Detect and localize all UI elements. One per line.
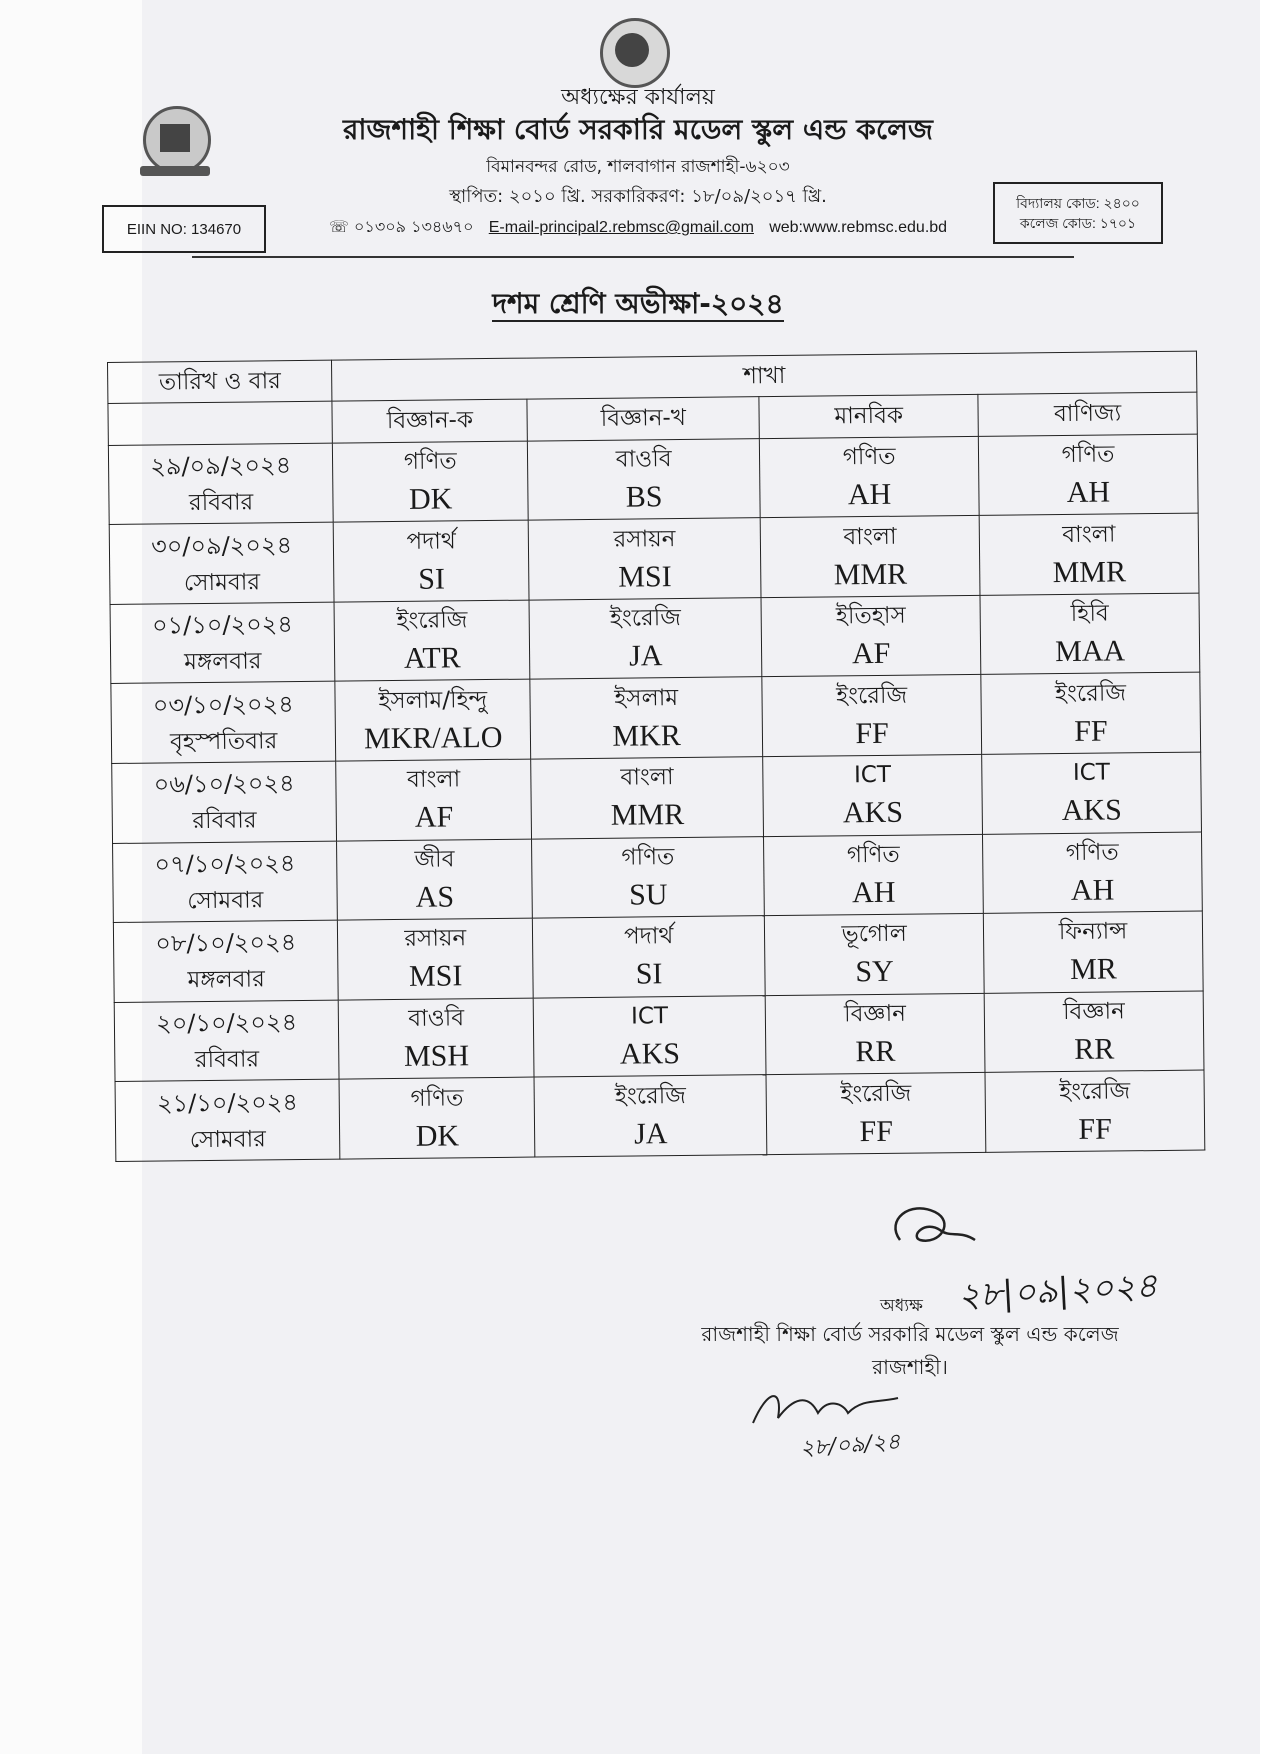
subject-cell [528,438,761,520]
teacher-code: BS [625,480,663,514]
subject-cell [985,1070,1205,1152]
subject-cell [339,1077,535,1159]
teacher-code: MSI [408,959,463,994]
date-cell [113,841,338,923]
exam-date: ০১/১০/২০২৪ [151,610,294,640]
teacher-code: AH [1070,873,1115,907]
subject-name: রসায়ন [613,525,676,553]
teacher-code: SI [635,957,663,991]
exam-day: রবিবার [188,489,254,517]
branch-science-b: বিজ্ঞান-খ [527,397,759,441]
subject-cell [529,598,762,680]
subject-name: ইংরেজি [836,682,908,710]
subject-cell [336,759,532,841]
date-cell [109,522,334,604]
subject-cell [533,916,766,998]
exam-day: সোমবার [187,887,264,915]
exam-day: বৃহস্পতিবার [169,727,278,756]
teacher-code: MAA [1054,634,1126,669]
subject-name: ICT [853,762,892,789]
subject-name: রসায়ন [404,925,467,953]
subject-name: ইতিহাস [835,602,906,630]
subject-cell [337,839,533,921]
teacher-code: MMR [610,798,685,833]
date-cell [115,1079,340,1161]
date-cell [108,443,333,525]
date-cell [112,761,337,843]
subject-name: ইংরেজি [1054,680,1127,707]
exam-day: সোমবার [189,1126,267,1153]
subject-name: গণিত [403,448,457,475]
teacher-code: FF [1074,714,1108,748]
teacher-code: DK [408,482,453,516]
subject-cell [763,754,983,836]
college-code: কলেজ কোড: ১৭০১ [1019,215,1137,231]
teacher-code: MMR [1052,554,1127,589]
teacher-code: SY [855,955,894,989]
exam-date: ২০/১০/২০২৪ [155,1008,298,1038]
subject-name: গণিত [846,841,900,869]
subject-name: গণিত [842,443,896,471]
teacher-code: FF [859,1114,894,1148]
establishment-info: স্থাপিত: ২০১০ খ্রি. সরকারিকরণ: ১৮/০৯/২০১৭ খ্রি. [449,186,827,207]
eiin-box: EIIN NO: 134670 [102,205,266,253]
subject-name: বিজ্ঞান [843,1000,907,1028]
table-row [109,513,1199,604]
subject-cell [334,520,530,602]
principal-signature [880,1200,990,1270]
teacher-code: AH [851,875,896,910]
subject-cell [533,995,766,1077]
subject-name: ইংরেজি [396,607,468,635]
subject-cell [534,1075,767,1157]
subject-cell [338,918,534,1000]
subject-name: পদার্থ [623,923,674,951]
exam-day: রবিবার [192,807,257,835]
subject-cell [760,516,980,598]
teacher-code: AKS [1061,793,1122,828]
subject-name: বাংলা [620,764,674,791]
office-label: অধ্যক্ষের কার্যালয় [561,85,715,110]
signature-date: ২৮|০৯|২০২৪ [956,1265,1159,1317]
subject-name: জীব [414,846,455,873]
exam-date: ০৭/১০/২০২৪ [154,848,296,879]
page-title: দশম শ্রেণি অভীক্ষা-২০২৪ [492,287,784,320]
date-day-header: তারিখ ও বার [108,360,333,404]
table-row [112,752,1202,843]
exam-day: মঙ্গলবার [187,966,265,994]
subject-name: গণিত [1065,839,1119,866]
subject-cell [531,757,764,839]
institution-codes-box [993,182,1163,244]
table-row [115,1070,1205,1161]
email-address: E-mail-principal2.rebmsc@gmail.com [488,219,754,236]
subject-name: ইংরেজি [609,605,681,632]
principal-institution: রাজশাহী শিক্ষা বোর্ড সরকারি মডেল স্কুল এন্ড কলেজ [701,1322,1119,1346]
subject-name: বাওবি [408,1005,465,1032]
subject-cell [530,677,763,759]
exam-day: সোমবার [183,568,261,596]
subject-cell [983,911,1203,993]
teacher-code: SU [628,878,668,912]
exam-date: ০৩/১০/২০২৪ [152,689,294,720]
teacher-code: RR [1074,1032,1115,1066]
date-cell [110,602,335,684]
subject-name: ICT [1072,759,1110,787]
principal-city: রাজশাহী। [872,1355,948,1379]
subject-cell [762,675,982,757]
branch-header: শাখা [332,351,1197,401]
date-cell [113,920,338,1002]
school-name: রাজশাহী শিক্ষা বোর্ড সরকারি মডেল স্কুল এন্ড কলেজ [342,113,933,146]
teacher-code: MKR/ALO [363,720,503,756]
teacher-code: AH [847,477,892,512]
subject-cell [984,991,1204,1073]
table-row [114,991,1204,1082]
subject-cell [761,595,981,677]
website: web:www.rebmsc.edu.bd [769,219,948,236]
subject-cell [766,1073,986,1155]
subject-cell [983,832,1203,914]
branch-commerce: বাণিজ্য [978,392,1197,436]
subject-name: ভূগোল [841,921,907,948]
subject-cell [334,600,530,682]
teacher-code: FF [855,716,889,750]
subject-cell [339,998,535,1080]
exam-date: ২৯/০৯/২০২৪ [150,451,292,481]
principal-designation: অধ্যক্ষ [880,1296,923,1316]
subject-name: ইসলাম [614,684,679,712]
table-row [108,434,1198,525]
subject-name: বাংলা [1062,520,1116,548]
subject-cell [333,441,529,523]
subject-name: ইংরেজি [840,1080,912,1108]
subject-cell [760,436,980,518]
school-code: বিদ্যালয় কোড: ২৪০০ [1016,195,1140,211]
phone-number: ☏ ০১৩০৯ ১৩৪৬৭০ [328,217,474,236]
branch-science-a: বিজ্ঞান-ক [332,399,527,442]
teacher-code: AF [414,800,454,835]
subject-name: বাংলা [843,523,897,550]
subject-cell [765,914,985,996]
subject-name: বাংলা [406,766,461,794]
teacher-code: AH [1066,475,1111,509]
subject-name: গণিত [410,1084,464,1112]
subject-cell [982,752,1202,834]
teacher-code: FF [1078,1112,1112,1146]
date-cell [111,682,336,764]
teacher-code: AS [415,880,455,914]
teacher-code: MR [1069,952,1117,987]
table-row [113,832,1203,923]
empty-header-cell [108,401,333,445]
subject-cell [532,836,765,918]
subject-cell [528,518,761,600]
exam-date: ০৬/১০/২০২৪ [153,769,295,799]
teacher-code: MMR [833,557,908,591]
date-cell [114,1000,339,1082]
subject-cell [764,834,984,916]
teacher-code: AKS [619,1037,681,1071]
teacher-code: JA [633,1116,668,1151]
subject-cell [765,993,985,1075]
subject-name: ইংরেজি [1059,1077,1131,1105]
school-address: বিমানবন্দর রোড, শালবাগান রাজশাহী-৬২০৩ [486,157,790,177]
subject-cell [980,593,1200,675]
teacher-code: AKS [842,795,904,830]
subject-name: বাওবি [615,446,672,473]
header-divider [192,256,1074,258]
scan-right-margin [1260,0,1276,1754]
subject-name: গণিত [1061,441,1115,468]
teacher-code: JA [628,639,663,673]
teacher-code: MSH [403,1039,470,1073]
subject-name: বিজ্ঞান [1062,998,1125,1026]
subject-name: পদার্থ [406,527,456,555]
routine-body [108,434,1204,1162]
subject-name: ফিন্যান্স [1058,918,1128,946]
teacher-code: MKR [612,718,681,753]
second-signature-date: ২৮/০৯/২৪ [799,1429,902,1462]
teacher-code: ATR [403,641,461,676]
table-row [113,911,1203,1002]
teacher-code: MSI [618,559,672,594]
exam-date: ৩০/০৯/২০২৪ [150,530,293,561]
exam-date: ২১/১০/২০২৪ [156,1087,299,1118]
subject-name: ইংরেজি [614,1082,686,1110]
teacher-code: AF [851,636,891,671]
subject-cell [979,513,1199,595]
subject-name: গণিত [621,843,675,871]
table-row [110,593,1200,684]
teacher-code: DK [415,1119,460,1153]
teacher-code: RR [855,1034,896,1069]
government-seal-icon [600,18,670,88]
subject-name: ইসলাম/হিন্দু [378,686,488,714]
subject-cell [335,680,531,762]
exam-day: রবিবার [194,1046,260,1074]
subject-cell [981,672,1201,754]
table-row [111,672,1201,763]
exam-date: ০৮/১০/২০২৪ [155,928,297,958]
exam-day: মঙ্গলবার [184,648,262,676]
teacher-code: SI [418,562,446,596]
subject-name: হিবি [1070,600,1109,628]
subject-cell [978,434,1198,516]
branch-humanities: মানবিক [759,395,978,439]
subject-name: ICT [630,1003,669,1030]
exam-routine-table [107,351,1205,1162]
